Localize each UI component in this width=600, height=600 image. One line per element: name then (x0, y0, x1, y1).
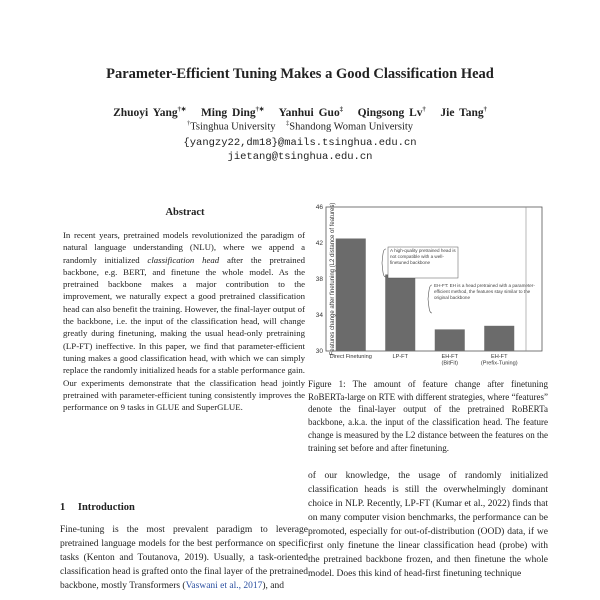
author-name: Yanhui Guo (278, 106, 340, 119)
annotation-1-text: A high-quality pretrained head is not compatible with a well-finetuned backbone (390, 248, 456, 265)
x-category-label: EH-FT (441, 354, 458, 360)
affiliation-name: Shandong Woman University (289, 121, 414, 133)
y-tick-label: 38 (315, 276, 323, 283)
abstract-heading: Abstract (165, 207, 205, 218)
abstract-emphasis: classification head (147, 254, 220, 265)
bar (336, 239, 366, 352)
author-mark: †∗ (255, 106, 265, 113)
abstract-body (63, 229, 305, 413)
intro-text: Fine-tuning is the most prevalent paradigm to leverage pretrained language models for the best performance on specific tasks (Kenton and Toutanova, 2019). Usually, a task-oriented classification head is grafted onto the final layer of the pretrained backbone, mostly Transformers ( (60, 525, 308, 591)
affiliation-mark: † (186, 120, 191, 127)
annotation-2-text: EH-FT: EH is a head pretrained with a parameter-efficient method, the features stay similar to the original backbone (434, 283, 535, 300)
affiliations (0, 120, 600, 133)
bar (484, 326, 514, 351)
email-line: {yangzy22,dm18}@mails.tsinghua.edu.cn (183, 137, 417, 149)
abstract-text: after the pretrained backbone, e.g. BERT, and finetune the whole model. As the pretrained backbone makes a major contribution to the improvement, we naturally expect a good pretrained classification head can also benefit the training. However, the final-layer output of the backbone, i.e. the input of the classification head, will change greatly during finetuning, making the usual head-only pretraining (LP-FT) ineffective. In this paper, we find that parameter-efficient tuning makes a good classification head, with which we can simply replace the randomly initialized heads for a stable performance gain. Our experiments demonstrate that the classification head jointly pretrained with parameter-efficient tuning consistently improves the performance on 9 tasks in GLUE and SuperGLUE. (63, 254, 305, 413)
bar (385, 275, 415, 352)
x-category-label: LP-FT (392, 354, 409, 360)
y-axis-label: Features change after finetuning (L2 distance of features) (330, 203, 336, 356)
author-name: Qingsong Lv (357, 106, 423, 119)
section-heading (60, 502, 135, 513)
x-category-label: (Prefix-Tuning) (480, 360, 518, 367)
author-mark: † (422, 106, 426, 113)
affiliation-mark: ‡ (286, 120, 290, 127)
author-name: Ming Ding (200, 106, 256, 119)
author-name: Zhuoyi Yang (113, 106, 178, 119)
citation-link[interactable]: Vaswani et al., 2017 (185, 581, 263, 591)
y-tick-label: 34 (315, 312, 323, 319)
annotation-1 (390, 248, 457, 278)
intro-body (60, 523, 308, 593)
author-list (0, 105, 600, 119)
x-category-label: Direct Finetuning (329, 354, 372, 360)
author-mark: ‡ (339, 106, 343, 113)
section-title: Introduction (77, 502, 135, 513)
x-category-label: EH-FT (491, 354, 508, 360)
paper-title: Parameter-Efficient Tuning Makes a Good Classification Head (106, 66, 494, 82)
y-tick-label: 42 (315, 240, 323, 247)
y-tick-label: 46 (315, 204, 323, 211)
feature-change-chart (306, 203, 550, 375)
section-number: 1 (60, 502, 66, 513)
email-line: jietang@tsinghua.edu.cn (227, 151, 373, 163)
author-mark: † (483, 106, 487, 113)
bar (435, 329, 465, 351)
affiliation-name: Tsinghua University (190, 121, 276, 133)
author-mark: †∗ (177, 106, 187, 113)
intro-text: ), and (262, 581, 285, 591)
annotation-2 (434, 283, 536, 317)
y-tick-label: 30 (315, 348, 323, 355)
right-column-body: of our knowledge, the usage of randomly initialized classification heads is still the overwhelmingly dominant choice in NLP. Recently, LP-FT (Kumar et al., 2022) finds that on many computer vision benchmarks, the performance can be promoted, especially for out-of-distribution (OOD) data, if we first only finetune the linear classification head (probe) with the pretrained backbone frozen, and then finetune the whole model. Does this kind of head-first finetuning technique (308, 471, 548, 579)
author-name: Jie Tang (440, 106, 484, 119)
figure-caption: Figure 1: The amount of feature change after finetuning RoBERTa-large on RTE with different strategies, where “features” denote the final-layer output of the pretrained RoBERTa backbone, a.k.a. the input of the classification head. The feature change is measured by the L2 distance between the features on the training set before and after finetuning. (308, 379, 548, 453)
abstract-text: In recent years, pretrained models revolutionized the paradigm of natural language understanding (NLU), where we append a randomly initialized (63, 230, 305, 265)
x-category-label: (BitFit) (441, 360, 458, 367)
